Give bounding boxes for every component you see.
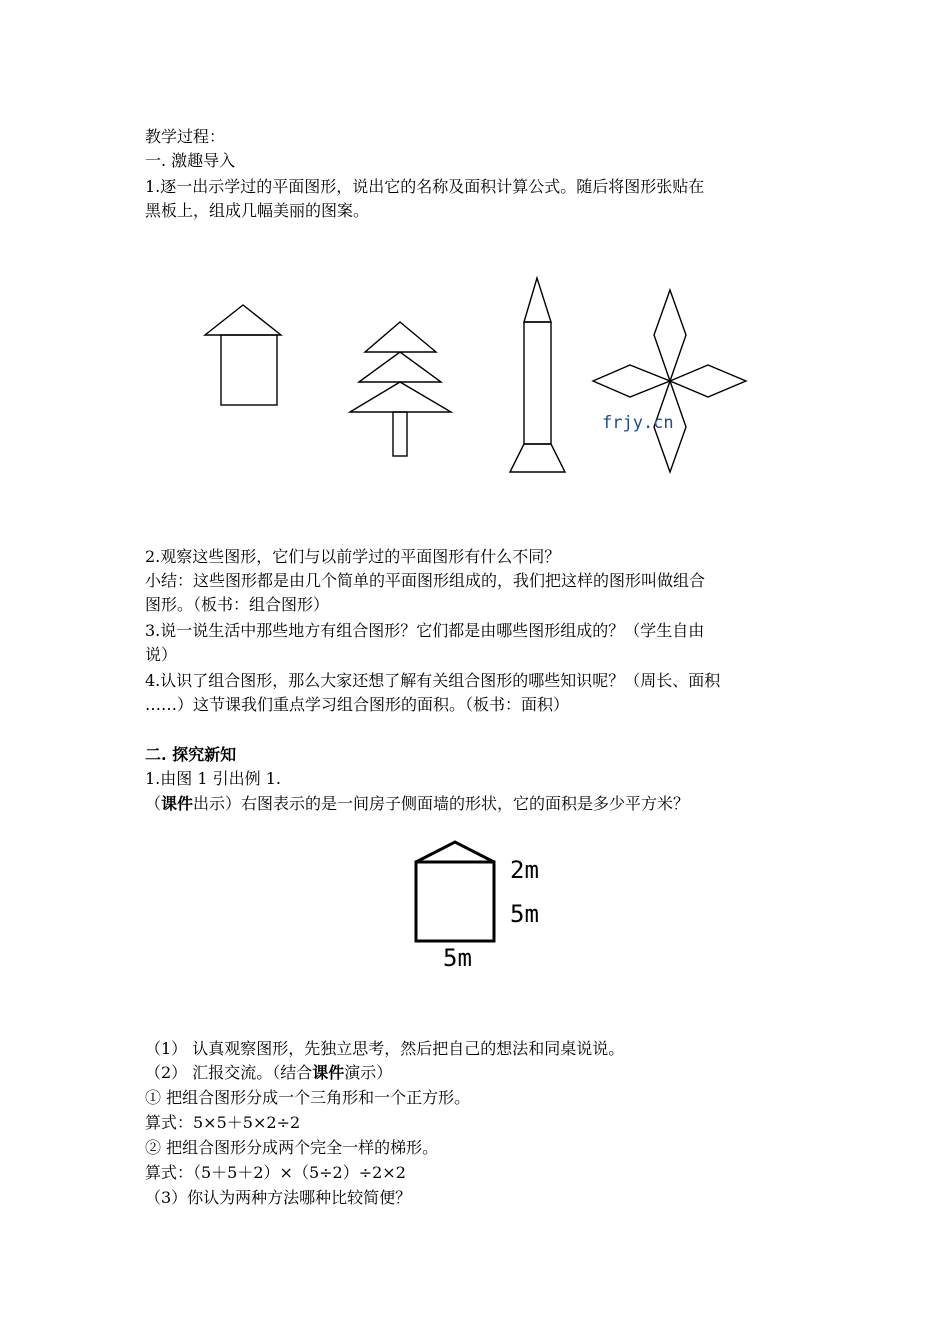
section2-paragraph2: （课件出示）右图表示的是一间房子侧面墙的形状，它的面积是多少平方米？: [145, 794, 690, 813]
section1-paragraph4-line2: ……）这节课我们重点学习组合图形的面积。（板书：面积）: [145, 695, 570, 714]
method1: ① 把组合图形分成一个三角形和一个正方形。: [145, 1088, 471, 1107]
step2: （2） 汇报交流。（结合课件演示）: [145, 1063, 393, 1082]
composite-shapes-figure: [190, 265, 770, 490]
section1-heading: 一. 激趣导入: [145, 151, 236, 170]
section1-paragraph4-line1: 4.认识了组合图形，那么大家还想了解有关组合图形的哪些知识呢？（周长、面积: [145, 671, 721, 690]
figure-watermark: frjy.cn: [602, 413, 674, 433]
section1-paragraph3-line1: 3.说一说生活中那些地方有组合图形？它们都是由哪些图形组成的？（学生自由: [145, 621, 705, 640]
label-side-height: 5m: [510, 900, 539, 928]
summary-line2: 图形。（板书：组合图形）: [145, 595, 330, 614]
house-shape: [205, 305, 281, 405]
flower-shape: [593, 290, 746, 472]
section1-paragraph2: 2.观察这些图形，它们与以前学过的平面图形有什么不同？: [145, 547, 561, 566]
label-base-width: 5m: [443, 944, 472, 972]
step1: （1） 认真观察图形，先独立思考，然后把自己的想法和同桌说说。: [145, 1039, 625, 1058]
section2-paragraph1: 1.由图 1 引出例 1.: [145, 769, 281, 788]
label-top-height: 2m: [510, 856, 539, 884]
section1-paragraph1-line2: 黑板上，组成几幅美丽的图案。: [145, 201, 370, 220]
rocket-shape: [510, 278, 565, 472]
process-title: 教学过程：: [145, 127, 226, 146]
formula2: 算式：（5＋5＋2）×（5÷2）÷2×2: [145, 1163, 406, 1182]
house-wall-figure: [408, 836, 558, 972]
section1-paragraph3-line2: 说）: [145, 645, 178, 664]
method2: ② 把组合图形分成两个完全一样的梯形。: [145, 1138, 439, 1157]
summary-line1: 小结：这些图形都是由几个简单的平面图形组成的，我们把这样的图形叫做组合: [145, 571, 706, 590]
formula1: 算式：5×5＋5×2÷2: [145, 1113, 301, 1132]
tree-shape: [350, 322, 451, 456]
section2-heading: 二. 探究新知: [145, 745, 237, 764]
step3: （3）你认为两种方法哪种比较简便？: [145, 1188, 412, 1207]
section1-paragraph1-line1: 1.逐一出示学过的平面图形，说出它的名称及面积计算公式。随后将图形张贴在: [145, 177, 705, 196]
